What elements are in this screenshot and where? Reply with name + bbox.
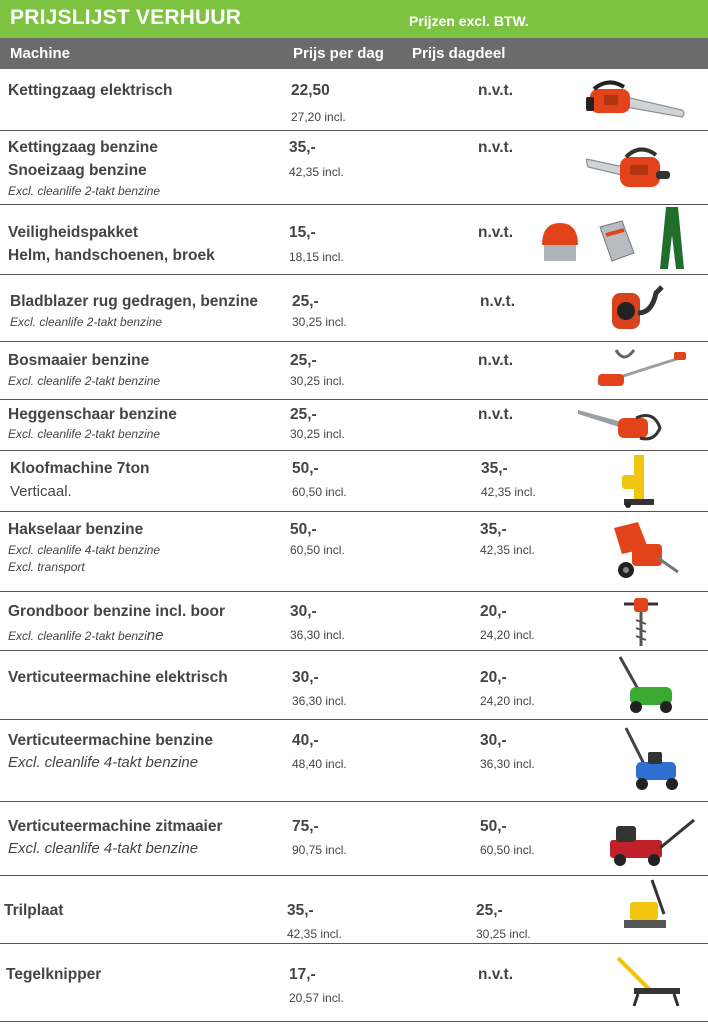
scarifier-petrol-icon xyxy=(620,724,682,792)
day-price-incl: 27,20 incl. xyxy=(291,110,346,124)
machine-note: Excl. cleanlife 4-takt benzine xyxy=(8,754,199,771)
table-row xyxy=(0,342,708,400)
machine-note-text: Excl. cleanlife 2-takt benzi xyxy=(8,629,147,643)
column-header-part-price: Prijs dagdeel xyxy=(412,45,506,62)
table-row xyxy=(0,512,708,592)
table-row xyxy=(0,720,708,802)
day-price: 35,- xyxy=(289,139,316,156)
chainsaw-petrol-icon xyxy=(586,141,672,197)
day-price-incl: 36,30 incl. xyxy=(292,694,347,708)
column-header-machine: Machine xyxy=(10,45,71,62)
table-row xyxy=(0,131,708,205)
scarifier-tow-icon xyxy=(606,812,696,870)
column-header-day-price: Prijs per dag xyxy=(293,45,384,62)
part-price: 20,- xyxy=(480,603,507,620)
machine-note: Excl. cleanlife 4-takt benzine xyxy=(8,840,199,857)
part-price: n.v.t. xyxy=(478,352,514,369)
page-title: PRIJSLIJST VERHUUR xyxy=(10,6,242,29)
machine-note: Excl. cleanlife 2-takt benzine xyxy=(8,427,161,441)
table-row xyxy=(0,802,708,876)
machine-note: Excl. cleanlife 2-takt benzine xyxy=(8,184,161,198)
day-price-incl: 60,50 incl. xyxy=(292,485,347,499)
machine-name: Bladblazer rug gedragen, benzine xyxy=(10,293,259,310)
table-header xyxy=(0,38,708,69)
machine-note: Excl. cleanlife 4-takt benzine xyxy=(8,543,161,557)
part-price: 35,- xyxy=(480,521,507,538)
machine-name: Trilplaat xyxy=(4,902,64,919)
day-price-incl: 36,30 incl. xyxy=(290,628,345,642)
machine-name: Kettingzaag benzine xyxy=(8,139,158,156)
day-price: 50,- xyxy=(290,521,317,538)
day-price: 75,- xyxy=(292,818,319,835)
part-price: n.v.t. xyxy=(478,406,514,423)
day-price: 35,- xyxy=(287,902,314,919)
part-price: n.v.t. xyxy=(478,82,514,99)
machine-name: Hakselaar benzine xyxy=(8,521,144,538)
table-row xyxy=(0,944,708,1022)
day-price: 22,50 xyxy=(291,82,330,99)
table-row xyxy=(0,205,708,275)
machine-name: Verticuteermachine zitmaaier xyxy=(8,818,223,835)
day-price: 25,- xyxy=(290,352,317,369)
part-price: n.v.t. xyxy=(478,966,514,983)
vat-note: Prijzen excl. BTW. xyxy=(409,13,529,29)
day-price-incl: 60,50 incl. xyxy=(290,543,345,557)
machine-note: Excl. cleanlife 2-takt benzine xyxy=(8,374,161,388)
machine-note-tail: ne xyxy=(146,627,164,644)
day-price-incl: 42,35 incl. xyxy=(287,927,342,941)
part-price: 20,- xyxy=(480,669,507,686)
part-price-incl: 42,35 incl. xyxy=(481,485,536,499)
machine-note xyxy=(8,627,163,644)
part-price: n.v.t. xyxy=(478,139,514,156)
day-price: 30,- xyxy=(290,603,317,620)
machine-name: Verticuteermachine benzine xyxy=(8,732,214,749)
part-price: 50,- xyxy=(480,818,507,835)
machine-note: Excl. cleanlife 2-takt benzine xyxy=(10,315,163,329)
machine-subtitle: Verticaal. xyxy=(10,483,72,500)
tile-cutter-icon xyxy=(612,952,682,1008)
machine-name: Heggenschaar benzine xyxy=(8,406,177,423)
table-row xyxy=(0,876,708,944)
table-row xyxy=(0,651,708,720)
machine-subtitle: Snoeizaag benzine xyxy=(8,162,147,179)
part-price: 25,- xyxy=(476,902,503,919)
title-banner xyxy=(0,0,708,38)
machine-subtitle: Helm, handschoenen, broek xyxy=(8,247,215,264)
wood-chipper-icon xyxy=(608,518,680,584)
day-price-incl: 30,25 incl. xyxy=(292,315,347,329)
day-price-incl: 18,15 incl. xyxy=(289,250,344,264)
safety-kit-icon xyxy=(538,205,688,273)
part-price-incl: 42,35 incl. xyxy=(480,543,535,557)
log-splitter-icon xyxy=(618,453,660,509)
machine-name: Tegelknipper xyxy=(6,966,102,983)
day-price: 17,- xyxy=(289,966,316,983)
part-price-incl: 24,20 incl. xyxy=(480,628,535,642)
part-price-incl: 36,30 incl. xyxy=(480,757,535,771)
table-row xyxy=(0,69,708,131)
part-price: n.v.t. xyxy=(478,224,514,241)
brush-cutter-icon xyxy=(594,346,690,390)
machine-name: Grondboor benzine incl. boor xyxy=(8,603,225,620)
part-price-incl: 60,50 incl. xyxy=(480,843,535,857)
day-price-incl: 90,75 incl. xyxy=(292,843,347,857)
scarifier-electric-icon xyxy=(614,653,676,715)
part-price-incl: 30,25 incl. xyxy=(476,927,531,941)
day-price-incl: 30,25 incl. xyxy=(290,374,345,388)
earth-auger-icon xyxy=(622,596,660,648)
day-price: 25,- xyxy=(290,406,317,423)
machine-name: Verticuteermachine elektrisch xyxy=(8,669,228,686)
machine-note-transport: Excl. transport xyxy=(8,560,85,574)
chainsaw-electric-icon xyxy=(582,77,686,125)
part-price-incl: 24,20 incl. xyxy=(480,694,535,708)
day-price-incl: 48,40 incl. xyxy=(292,757,347,771)
day-price: 40,- xyxy=(292,732,319,749)
table-row xyxy=(0,592,708,651)
plate-compactor-icon xyxy=(622,878,670,940)
machine-name: Bosmaaier benzine xyxy=(8,352,150,369)
backpack-blower-icon xyxy=(606,283,664,335)
day-price-incl: 20,57 incl. xyxy=(289,991,344,1005)
machine-name: Kettingzaag elektrisch xyxy=(8,82,173,99)
machine-name: Kloofmachine 7ton xyxy=(10,460,150,477)
day-price: 15,- xyxy=(289,224,316,241)
day-price: 30,- xyxy=(292,669,319,686)
part-price: 30,- xyxy=(480,732,507,749)
machine-name: Veiligheidspakket xyxy=(8,224,139,241)
hedge-trimmer-icon xyxy=(578,402,662,446)
day-price: 25,- xyxy=(292,293,319,310)
part-price: 35,- xyxy=(481,460,508,477)
day-price: 50,- xyxy=(292,460,319,477)
table-row xyxy=(0,400,708,451)
day-price-incl: 42,35 incl. xyxy=(289,165,344,179)
table-row xyxy=(0,275,708,342)
part-price: n.v.t. xyxy=(480,293,516,310)
day-price-incl: 30,25 incl. xyxy=(290,427,345,441)
table-row xyxy=(0,451,708,512)
